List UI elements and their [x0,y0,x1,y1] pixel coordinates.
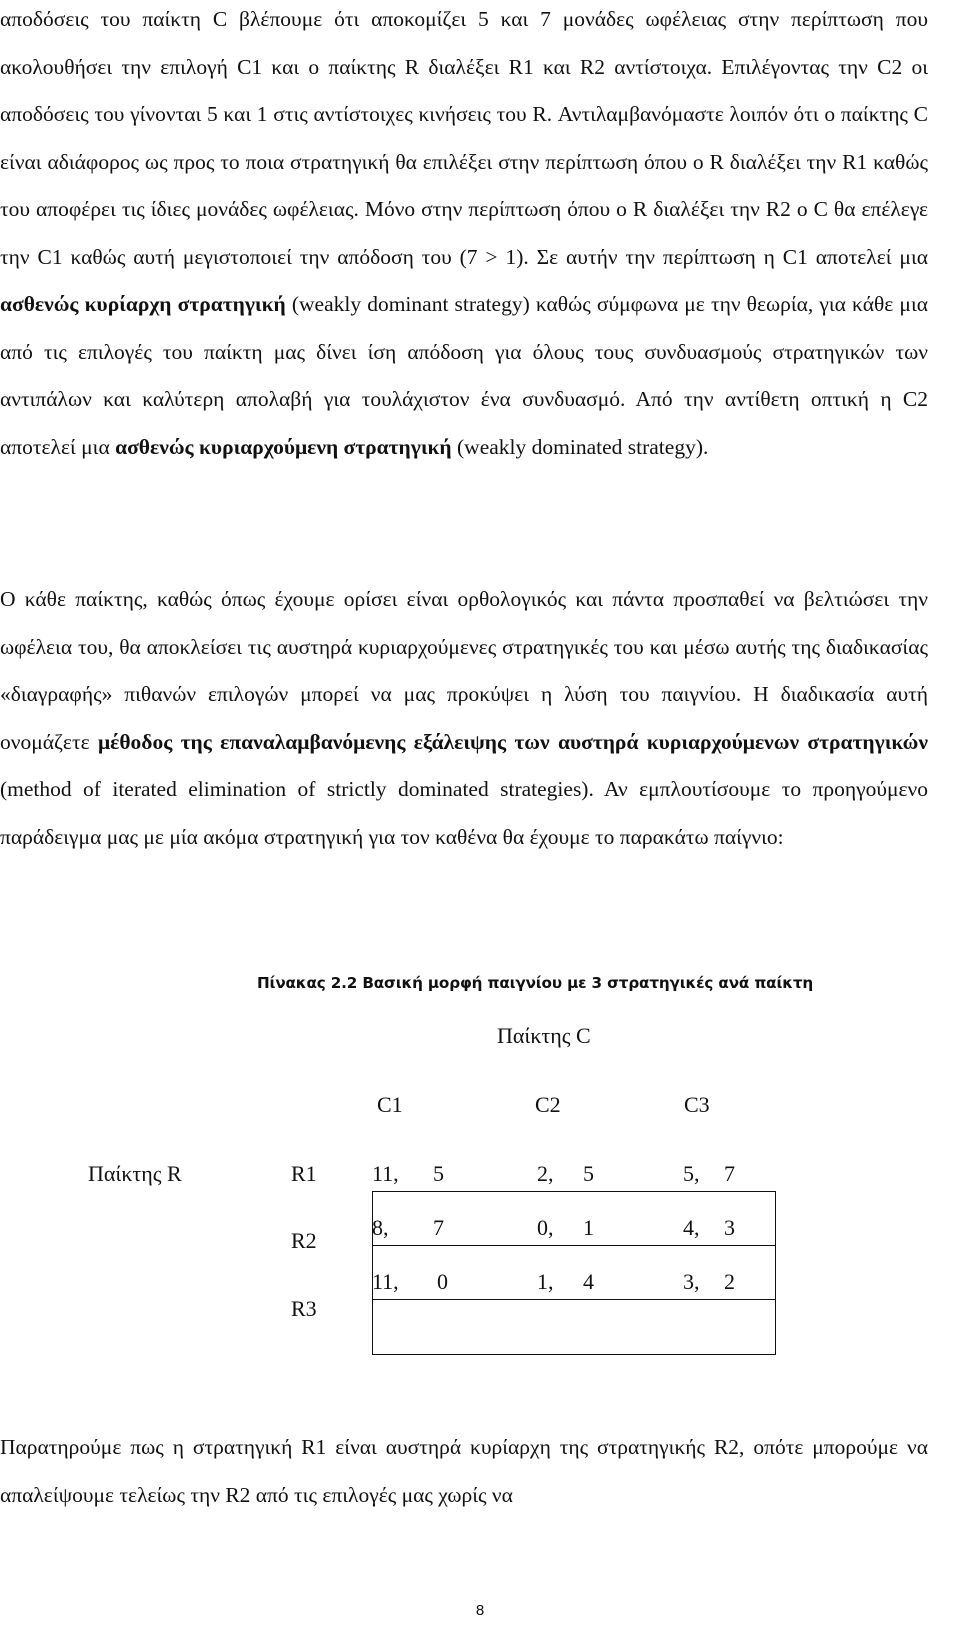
payoff-cell-r1-c1-a: 11, [372,1161,399,1186]
text-run: (method of iterated elimination of strictly dominated strategies). Αν εμπλουτίσουμε το προηγούμενο παράδειγμα μας με μία ακόμα στρατηγική για τον καθένα θα έχουμε το παρακάτω παίγνιο: [0,777,928,849]
row-header-r3: R3 [291,1296,317,1321]
column-header-c3: C3 [684,1092,710,1117]
payoff-cell-r2-c2-a: 0, [537,1215,554,1240]
payoff-cell-r2-c3-b: 3 [724,1215,735,1240]
payoff-matrix-divider [372,1245,776,1246]
paragraph-strict-dominance [0,1424,928,1519]
paragraph-iterated-elimination [0,576,928,861]
payoff-cell-r3-c3-b: 2 [724,1269,735,1294]
payoff-cell-r2-c3-a: 4, [683,1215,700,1240]
row-header-r1: R1 [291,1161,317,1186]
payoff-cell-r1-c1-b: 5 [433,1161,444,1186]
payoff-cell-r3-c3-a: 3, [683,1269,700,1294]
paragraph-weak-dominance [0,0,928,471]
payoff-cell-r2-c1-b: 7 [433,1215,444,1240]
payoff-cell-r2-c2-b: 1 [583,1215,594,1240]
payoff-cell-r1-c3-a: 5, [683,1161,700,1186]
payoff-cell-r3-c1-a: 11, [372,1269,399,1294]
text-run: (weakly dominant strategy) καθώς σύμφωνα με την θεωρία, για κάθε μια από τις επιλογές του παίκτη μας δίνει ίση απόδοση για όλους τους συνδυασμούς στρατηγικών των αντιπάλων και καλύτερη απολαβή για τουλάχιστον ένα συνδυασμό. Από την αντίθετη οπτική η C2 αποτελεί μια [0,292,928,459]
payoff-cell-r3-c2-b: 4 [583,1269,594,1294]
column-header-c1: C1 [377,1092,403,1117]
text-run: Ο κάθε παίκτης, καθώς όπως έχουμε ορίσει είναι ορθολογικός και πάντα προσπαθεί να βελτιώσει την ωφέλεια του, θα αποκλείσει τις αυστηρά κυριαρχούμενες στρατηγικές του και μέσω αυτής της διαδικασίας «διαγραφής» πιθανών επιλογών μπορεί να μας προκύψει η λύση του παιγνίου. Η διαδικασία αυτή ονομάζετε [0,587,928,754]
page-number: 8 [475,1602,485,1619]
bold-term: ασθενώς κυριαρχούμενη στρατηγική [115,434,452,459]
row-header-r2: R2 [291,1228,317,1253]
payoff-cell-r2-c1-a: 8, [372,1215,389,1240]
column-player-label: Παίκτης C [497,1023,591,1048]
payoff-cell-r1-c2-b: 5 [583,1161,594,1186]
table-caption: Πίνακας 2.2 Βασική μορφή παιγνίου με 3 στρατηγικές ανά παίκτη [257,974,814,992]
bold-term: μέθοδος της επαναλαμβανόμενης εξάλειψης των αυστηρά κυριαρχούμενων στρατηγικών [97,729,928,754]
payoff-cell-r3-c2-a: 1, [537,1269,554,1294]
row-player-label: Παίκτης R [88,1161,182,1186]
bold-term: ασθενώς κυρίαρχη στρατηγική [0,292,286,316]
payoff-cell-r1-c3-b: 7 [724,1161,735,1186]
text-run: Παρατηρούμε πως η στρατηγική R1 είναι αυστηρά κυρίαρχη της στρατηγικής R2, οπότε μπορούμε να απαλείψουμε τελείως την R2 από τις επιλογές μας χωρίς να [0,1435,928,1507]
payoff-matrix-divider [372,1299,776,1300]
payoff-cell-r1-c2-a: 2, [537,1161,554,1186]
payoff-cell-r3-c1-b: 0 [437,1269,448,1294]
text-run: (weakly dominated strategy). [451,434,709,459]
column-header-c2: C2 [535,1092,561,1117]
text-run: αποδόσεις του παίκτη C βλέπουμε ότι αποκομίζει 5 και 7 μονάδες ωφέλειας στην περίπτωση που ακολουθήσει την επιλογή C1 και ο παίκτης R διαλέξει R1 και R2 αντίστοιχα. Επιλέγοντας την C2 οι αποδόσεις του γίνονται 5 και 1 στις αντίστοιχες κινήσεις του R. Αντιλαμβανόμαστε λοιπόν ότι ο παίκτης C είναι αδιάφορος ως προς το ποια στρατηγική θα επιλέξει στην περίπτωση όπου ο R διαλέξει την R1 καθώς του αποφέρει τις ίδιες μονάδες ωφέλειας. Μόνο στην περίπτωση όπου ο R διαλέξει την R2 ο C θα επέλεγε την C1 καθώς αυτή μεγιστοποιεί την απόδοση του (7 > 1). Σε αυτήν την περίπτωση η C1 αποτελεί μια [0,7,928,269]
